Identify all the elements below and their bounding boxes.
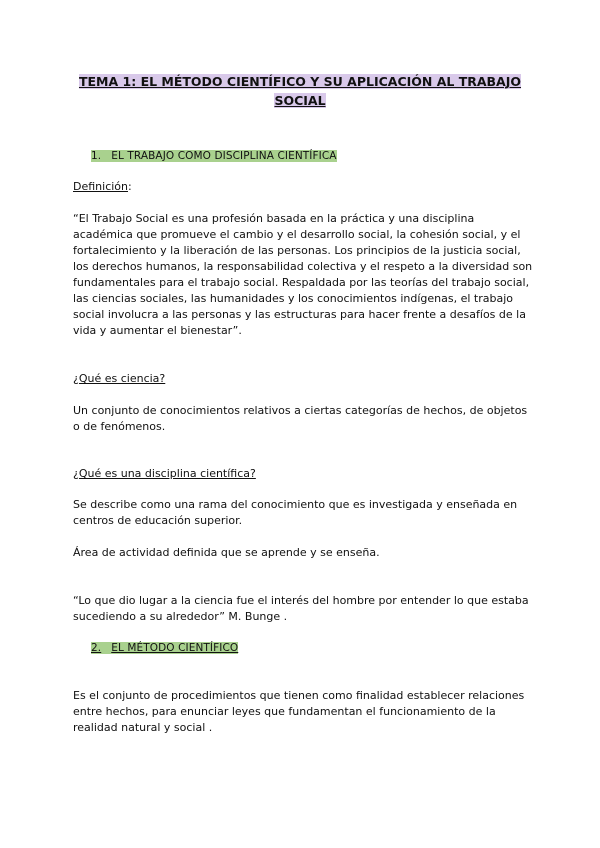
section-1-title: EL TRABAJO COMO DISCIPLINA CIENTÍFICA: [111, 150, 337, 162]
metodo-paragraph: Es el conjunto de procedimientos que tienen como finalidad establecer relaciones entre hechos, para enunciar leyes que fundamentan el funcionamiento de la realidad natural y social .: [73, 689, 525, 734]
disciplina-paragraph-2: Área de actividad definida que se aprende y se enseña.: [73, 546, 380, 559]
section-2-heading: [91, 642, 238, 654]
disciplina-paragraph-1: Se describe como una rama del conocimiento que es investigada y enseñada en centros de educación superior.: [73, 498, 518, 527]
ciencia-question: ¿Qué es ciencia?: [73, 372, 166, 385]
ciencia-paragraph: Un conjunto de conocimientos relativos a ciertas categorías de hechos, de objetos o de fenómenos.: [73, 404, 528, 433]
title-text: TEMA 1: EL MÉTODO CIENTÍFICO Y SU APLICACIÓN AL TRABAJO SOCIAL: [78, 74, 522, 108]
section-2-title: EL MÉTODO CIENTÍFICO: [111, 642, 239, 654]
bunge-quote: “Lo que dio lugar a la ciencia fue el interés del hombre por entender lo que estaba sucediendo a su alrededor” M. Bunge .: [73, 594, 529, 623]
definicion-heading: Definición:: [73, 180, 132, 193]
disciplina-question: ¿Qué es una disciplina científica?: [73, 467, 256, 480]
definicion-paragraph: “El Trabajo Social es una profesión basada en la práctica y una disciplina académica que promueve el cambio y el desarrollo social, la cohesión social, y el fortalecimiento y la liberación de las personas. Los principios de la justicia social, los derechos humanos, la responsabilidad colectiva y el respeto a la diversidad son fundamentales para el trabajo social. Respaldada por las teorías del trabajo social, las ciencias sociales, las humanidades y los conocimientos indígenas, el trabajo social involucra a las personas y las estructuras para hacer frente a desafíos de la vida y aumentar el bienestar”.: [73, 212, 533, 337]
section-1-heading: [91, 150, 337, 162]
definicion-label: Definición: [73, 180, 128, 193]
section-2-number: 2.: [91, 642, 102, 654]
document-title: [60, 72, 540, 110]
section-1-number: 1.: [91, 150, 102, 162]
